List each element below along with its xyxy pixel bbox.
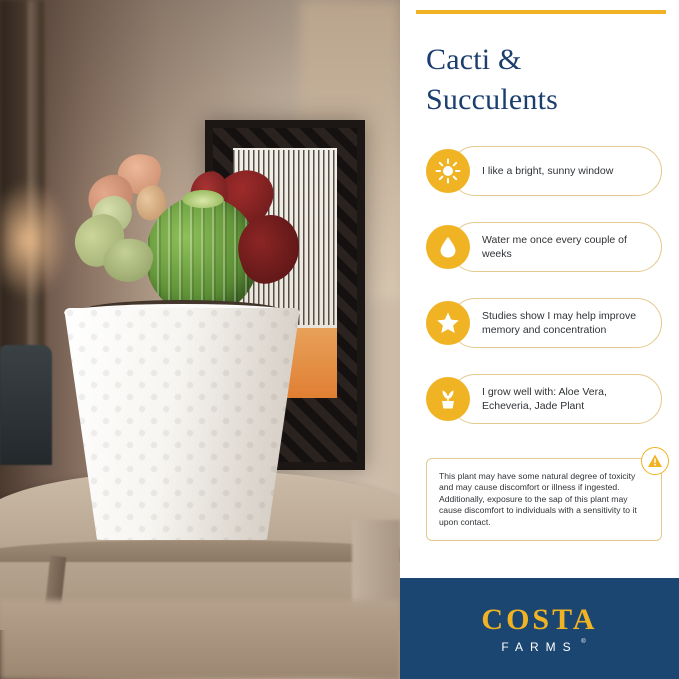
sun-icon: [426, 149, 470, 193]
feature-text: Water me once every couple of weeks: [482, 234, 627, 260]
brand-subtitle: [501, 638, 586, 654]
potted-plant-icon: [426, 377, 470, 421]
dark-object: [0, 345, 52, 465]
pot-texture: [64, 308, 300, 540]
brand-name: COSTA: [481, 602, 598, 636]
feature-text: Studies show I may help improve memory and concentration: [482, 310, 637, 336]
feature-text: I grow well with: Aloe Vera, Echeveria, Jade Plant: [482, 386, 607, 412]
feature-benefit: [426, 298, 662, 348]
care-feature-list: [426, 146, 662, 450]
star-icon: [426, 301, 470, 345]
title-line-1: Cacti &: [426, 43, 522, 76]
feature-water: [426, 222, 662, 272]
water-drop-icon: [426, 225, 470, 269]
registered-trademark: ®: [581, 638, 586, 645]
page-title: [426, 40, 666, 120]
feature-companions: [426, 374, 662, 424]
disclaimer-box: [426, 458, 662, 541]
cactus-crown: [182, 190, 224, 208]
gold-divider: [416, 10, 666, 14]
brand-footer: [400, 578, 679, 679]
feature-light: [426, 146, 662, 196]
disclaimer-text: This plant may have some natural degree of toxicity and may cause discomfort or illness if ingested. Additionally, exposure to the sap of this plant may cause discomfort to individuals with a sensitivity to it upon contact.: [439, 471, 637, 527]
brand-subtitle-text: FARMS: [501, 639, 578, 654]
ceramic-pot: [64, 308, 300, 540]
title-line-2: Succulents: [426, 83, 558, 116]
warm-light-patch: [0, 180, 70, 300]
feature-text: I like a bright, sunny window: [482, 165, 614, 177]
warning-icon: [641, 447, 669, 475]
disclaimer-section: [426, 458, 662, 541]
floor: [0, 600, 400, 679]
